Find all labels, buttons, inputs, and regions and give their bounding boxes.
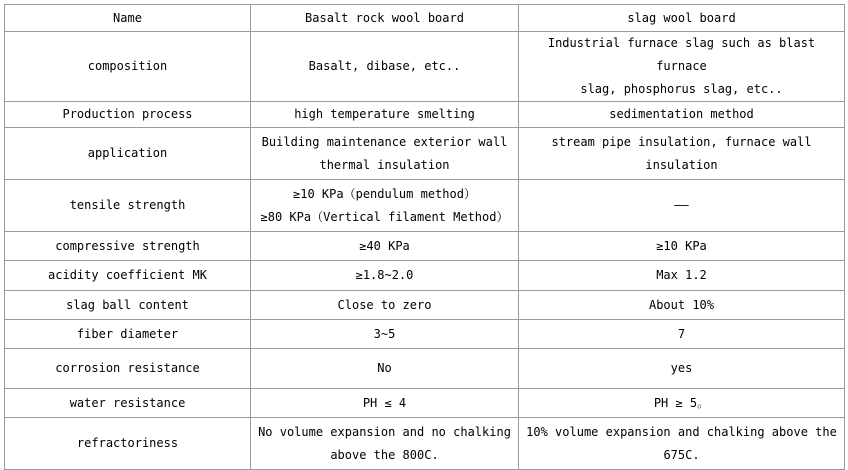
slag-value bbox=[519, 291, 845, 320]
row-label: tensile strength bbox=[5, 180, 251, 232]
slag-value bbox=[519, 232, 845, 261]
slag-value-line: Max 1.2 bbox=[656, 268, 707, 282]
header-name: Name bbox=[5, 5, 251, 32]
table-row bbox=[5, 291, 845, 320]
slag-value-line: —— bbox=[674, 198, 689, 212]
row-label: slag ball content bbox=[5, 291, 251, 320]
slag-value-line: Industrial furnace slag such as blast furnace bbox=[547, 36, 816, 73]
basalt-value-line: Building maintenance exterior wall bbox=[261, 134, 508, 149]
slag-value-line: slag, phosphorus slag, etc.. bbox=[580, 82, 783, 96]
table-row bbox=[5, 232, 845, 261]
table-row bbox=[5, 320, 845, 349]
basalt-value-line: ≥1.8~2.0 bbox=[355, 268, 414, 282]
basalt-value-line: Close to zero bbox=[337, 297, 432, 312]
basalt-value-line: No bbox=[377, 361, 392, 375]
basalt-value bbox=[251, 389, 519, 418]
basalt-value-line: thermal insulation bbox=[319, 157, 450, 172]
basalt-value-line: high temperature smelting bbox=[294, 107, 475, 121]
basalt-value-line: Basalt, dibase, etc.. bbox=[308, 59, 461, 73]
slag-value bbox=[519, 32, 845, 102]
row-label: refractoriness bbox=[5, 418, 251, 470]
slag-value bbox=[519, 180, 845, 232]
basalt-value bbox=[251, 291, 519, 320]
basalt-value-line: 3~5 bbox=[373, 326, 396, 341]
slag-value-line: yes bbox=[670, 361, 693, 375]
slag-value bbox=[519, 102, 845, 128]
slag-value-line: PH ≥ 5。 bbox=[653, 395, 710, 410]
header-basalt: Basalt rock wool board bbox=[251, 5, 519, 32]
row-label: compressive strength bbox=[5, 232, 251, 261]
slag-value bbox=[519, 320, 845, 349]
basalt-value bbox=[251, 32, 519, 102]
slag-value-line: 675C. bbox=[663, 447, 700, 462]
slag-value-line: 7 bbox=[677, 326, 686, 341]
basalt-value bbox=[251, 349, 519, 389]
basalt-value-line: ≥40 KPa bbox=[359, 238, 410, 253]
slag-value bbox=[519, 261, 845, 291]
slag-value-line: About 10% bbox=[648, 297, 715, 312]
slag-value bbox=[519, 418, 845, 470]
basalt-value-line: No volume expansion and no chalking bbox=[258, 424, 511, 439]
basalt-value bbox=[251, 180, 519, 232]
basalt-value bbox=[251, 261, 519, 291]
row-label: acidity coefficient MK bbox=[5, 261, 251, 291]
slag-value bbox=[519, 389, 845, 418]
row-label: corrosion resistance bbox=[5, 349, 251, 389]
table-row bbox=[5, 128, 845, 180]
basalt-value bbox=[251, 102, 519, 128]
table-row bbox=[5, 180, 845, 232]
basalt-value bbox=[251, 320, 519, 349]
slag-value-line: 10% volume expansion and chalking above the bbox=[526, 424, 837, 439]
slag-value bbox=[519, 349, 845, 389]
table-row bbox=[5, 261, 845, 291]
row-label: Production process bbox=[5, 102, 251, 128]
table-row bbox=[5, 349, 845, 389]
row-label: fiber diameter bbox=[5, 320, 251, 349]
table-row bbox=[5, 102, 845, 128]
basalt-value bbox=[251, 128, 519, 180]
table-row bbox=[5, 389, 845, 418]
slag-value-line: stream pipe insulation, furnace wall insulation bbox=[551, 134, 812, 172]
basalt-value-line: PH ≤ 4 bbox=[362, 395, 407, 410]
basalt-value bbox=[251, 418, 519, 470]
slag-value-line: sedimentation method bbox=[609, 107, 754, 121]
basalt-value-line: ≥80 KPa（Vertical filament Method） bbox=[260, 209, 509, 224]
row-label: application bbox=[5, 128, 251, 180]
table-row bbox=[5, 418, 845, 470]
basalt-value-line: above the 800C. bbox=[330, 447, 439, 462]
basalt-value bbox=[251, 232, 519, 261]
basalt-value-line: ≥10 KPa（pendulum method） bbox=[293, 186, 476, 201]
comparison-table bbox=[4, 4, 845, 470]
slag-value-line: ≥10 KPa bbox=[656, 238, 707, 253]
header-slag: slag wool board bbox=[519, 5, 845, 32]
row-label: water resistance bbox=[5, 389, 251, 418]
slag-value bbox=[519, 128, 845, 180]
table-row bbox=[5, 32, 845, 102]
row-label: composition bbox=[5, 32, 251, 102]
header-row bbox=[5, 5, 845, 32]
